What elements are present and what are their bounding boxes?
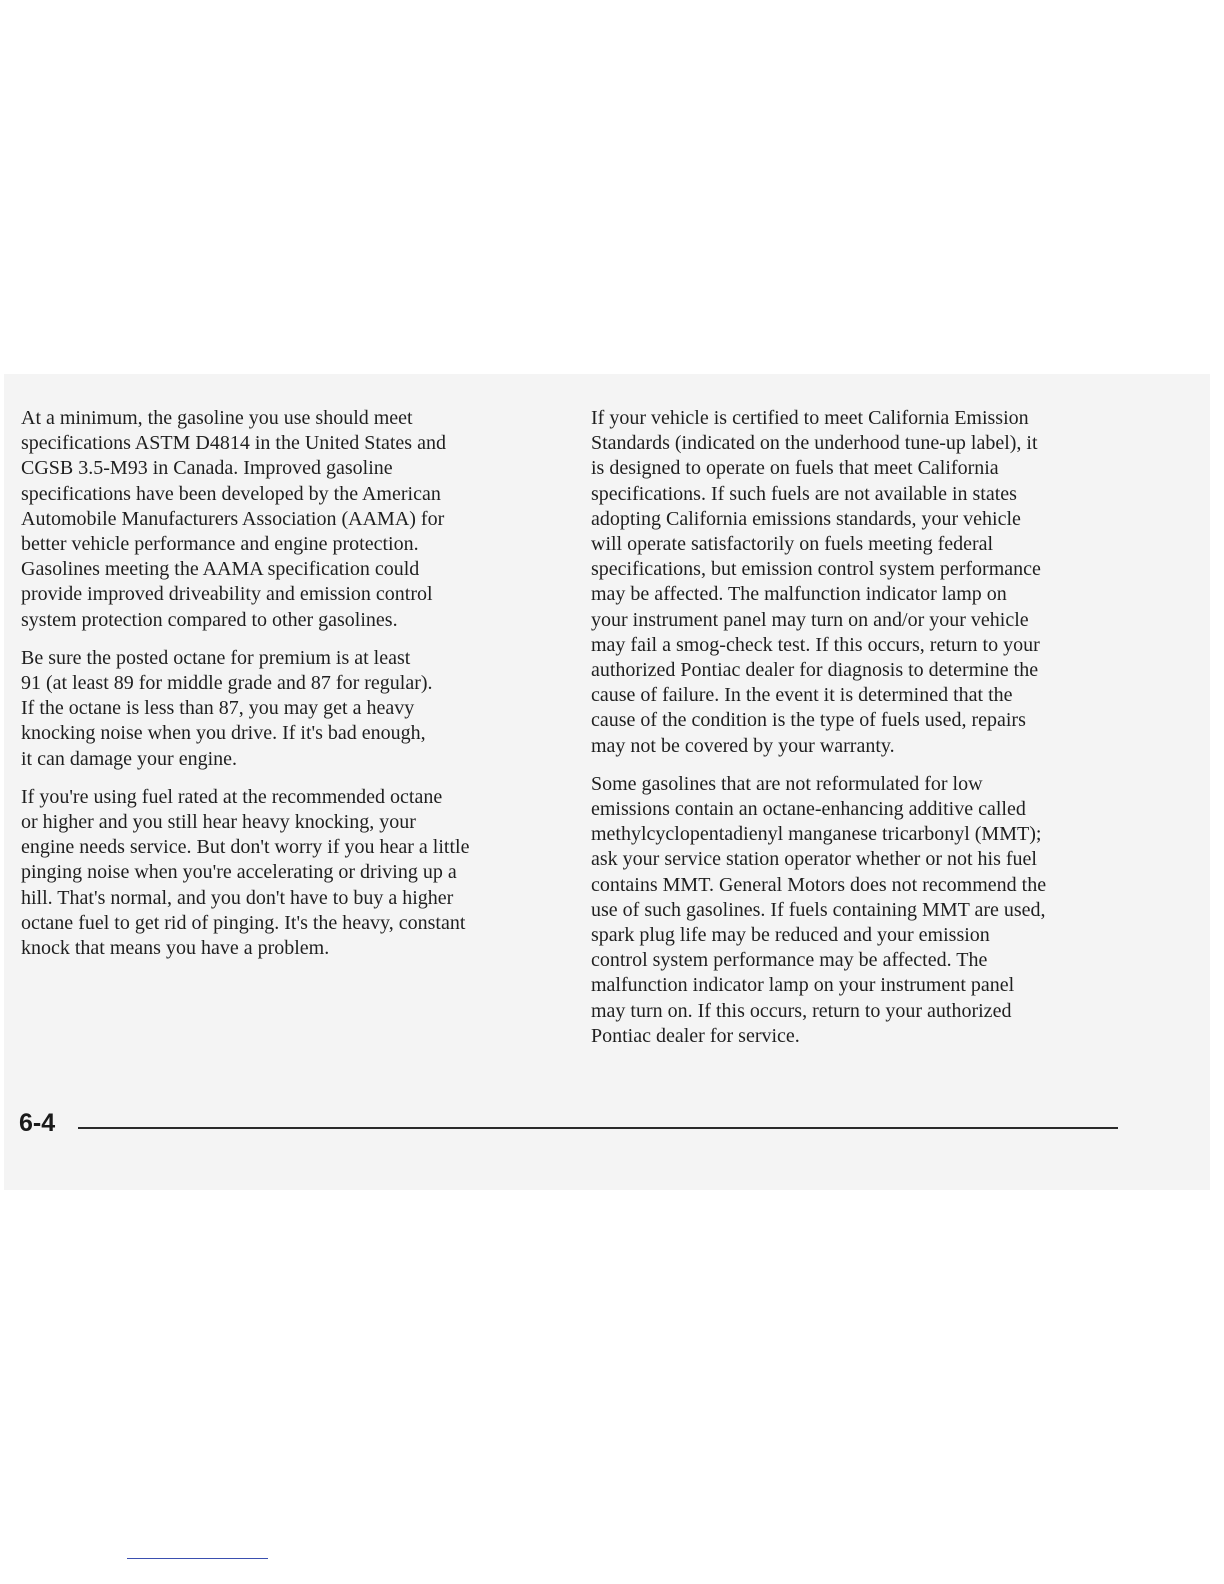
page-number: 6-4: [19, 1109, 56, 1137]
paragraph-gasoline-specifications: At a minimum, the gasoline you use should meet specifications ASTM D4814 in the United States and CGSB 3.5-M93 in Canada. Improved gasoline specifications have been developed by the American Automobile Manufacturers Association (AAMA) for better vehicle performance and engine protection. Gasolines meeting the AAMA specification could provide improved driveability and emission control system protection compared to other gasolines.: [21, 407, 446, 631]
bottom-link-rule: [127, 1558, 268, 1559]
paragraph-octane-rating: Be sure the posted octane for premium is at least 91 (at least 89 for middle grade and 87 for regular). If the octane is less than 87, you may get a heavy knocking noise when you drive. If it's bad enough, it can damage your engine.: [21, 646, 433, 770]
paragraph-california-emission: If your vehicle is certified to meet California Emission Standards (indicated on the underhood tune-up label), it is designed to operate on fuels that meet California specifications. If such fuels are not available in states adopting California emissions standards, your vehicle will operate satisfactorily on fuels meeting federal specifications, but emission control system performance may be affected. The malfunction indicator lamp on your instrument panel may turn on and/or your vehicle may fail a smog-check test. If this occurs, return to your authorized Pontiac dealer for diagnosis to determine the cause of failure. In the event it is determined that the cause of the condition is the type of fuels used, repairs may not be covered by your warranty.: [591, 407, 1041, 757]
right-column: [591, 406, 1151, 1062]
paragraph-knocking: If you're using fuel rated at the recommended octane or higher and you still hear heavy knocking, your engine needs service. But don't worry if you hear a little pinging noise when you're accelerating or driving up a hill. That's normal, and you don't have to buy a higher octane fuel to get rid of pinging. It's the heavy, constant knock that means you have a problem.: [21, 785, 470, 960]
left-column: [21, 406, 561, 974]
footer-rule: [78, 1127, 1118, 1129]
paragraph-mmt-additive: Some gasolines that are not reformulated for low emissions contain an octane-enhancing additive called methylcyclopentadienyl manganese tricarbonyl (MMT); ask your service station operator whether or not his fuel contains MMT. General Motors does not recommend the use of such gasolines. If fuels containing MMT are used, spark plug life may be reduced and your emission control system performance may be affected. The malfunction indicator lamp on your instrument panel may turn on. If this occurs, return to your authorized Pontiac dealer for service.: [591, 772, 1047, 1047]
